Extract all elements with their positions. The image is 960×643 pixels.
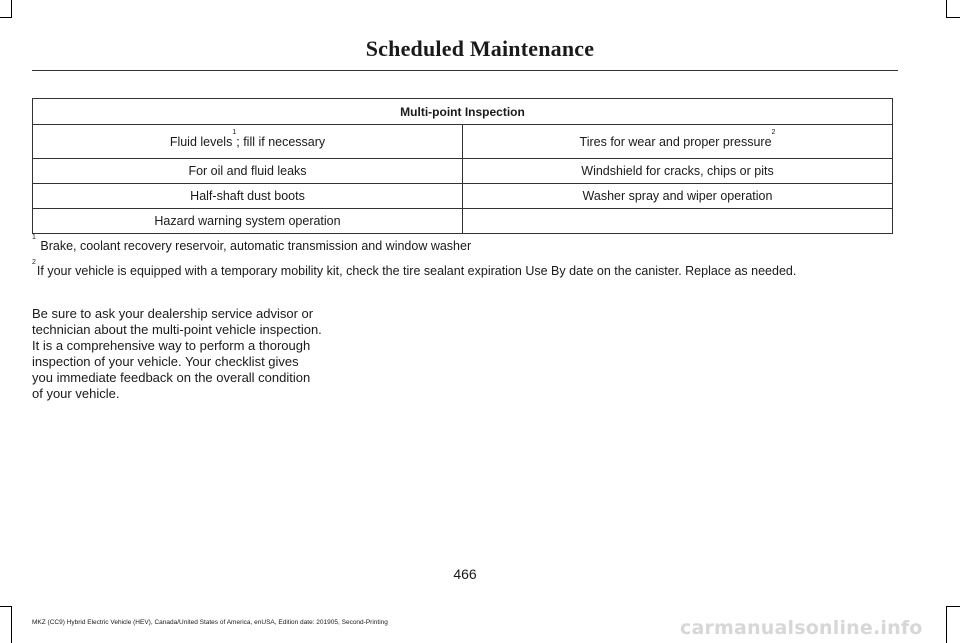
cell-text: Tires for wear and proper pressure [579, 134, 772, 149]
crop-mark-bottom-right-h [946, 606, 960, 607]
crop-mark-top-right-h [946, 17, 960, 18]
body-paragraph: Be sure to ask your dealership service advisor or technician about the multi-point vehicle inspection. It is a comprehensive way to perform a thorough inspection of your vehicle. Your checklist gives you immediate feedback on the overall condition of your vehicle. [32, 306, 322, 401]
title-divider [32, 70, 898, 71]
footnote-ref: 2 [771, 128, 776, 136]
crop-mark-bottom-left-h [0, 606, 12, 607]
table-cell: Half-shaft dust boots [33, 184, 463, 209]
table-cell [33, 125, 463, 159]
table-row [33, 159, 893, 184]
table-cell: Windshield for cracks, chips or pits [463, 159, 893, 184]
footnote-marker: 2 [32, 259, 36, 266]
cell-text-suffix: ; fill if necessary [236, 134, 326, 149]
watermark: carmanualsonline.info [680, 617, 923, 639]
footnote-1 [32, 234, 472, 253]
crop-mark-top-left-h [0, 17, 12, 18]
footnote-2 [32, 259, 797, 278]
table-cell: Washer spray and wiper operation [463, 184, 893, 209]
crop-mark-top-left-v [11, 0, 12, 18]
cell-text: Fluid levels [169, 134, 233, 149]
table-row [33, 209, 893, 234]
table-cell [463, 209, 893, 234]
footnote-text: Brake, coolant recovery reservoir, automatic transmission and window washer [36, 239, 472, 253]
footnote-marker: 1 [32, 234, 36, 241]
page-number: 466 [453, 566, 477, 582]
inspection-table [32, 98, 893, 234]
table-row [33, 125, 893, 159]
footnote-ref: 1 [232, 128, 237, 136]
table-cell: For oil and fluid leaks [33, 159, 463, 184]
page-title: Scheduled Maintenance [365, 36, 595, 61]
table-cell: Hazard warning system operation [33, 209, 463, 234]
footnote-text: If your vehicle is equipped with a temporary mobility kit, check the tire sealant expiration Use By date on the canister. Replace as needed. [36, 264, 797, 278]
table-title: Multi-point Inspection [33, 99, 893, 125]
table-cell [463, 125, 893, 159]
crop-mark-bottom-right-v [946, 606, 947, 643]
crop-mark-top-right-v [946, 0, 947, 18]
table-header-row [33, 99, 893, 125]
table-row [33, 184, 893, 209]
document-info: MKZ (CC9) Hybrid Electric Vehicle (HEV), Canada/United States of America, enUSA, Edition date: 201905, Second-Printing [32, 619, 388, 626]
crop-mark-bottom-left-v [11, 606, 12, 643]
